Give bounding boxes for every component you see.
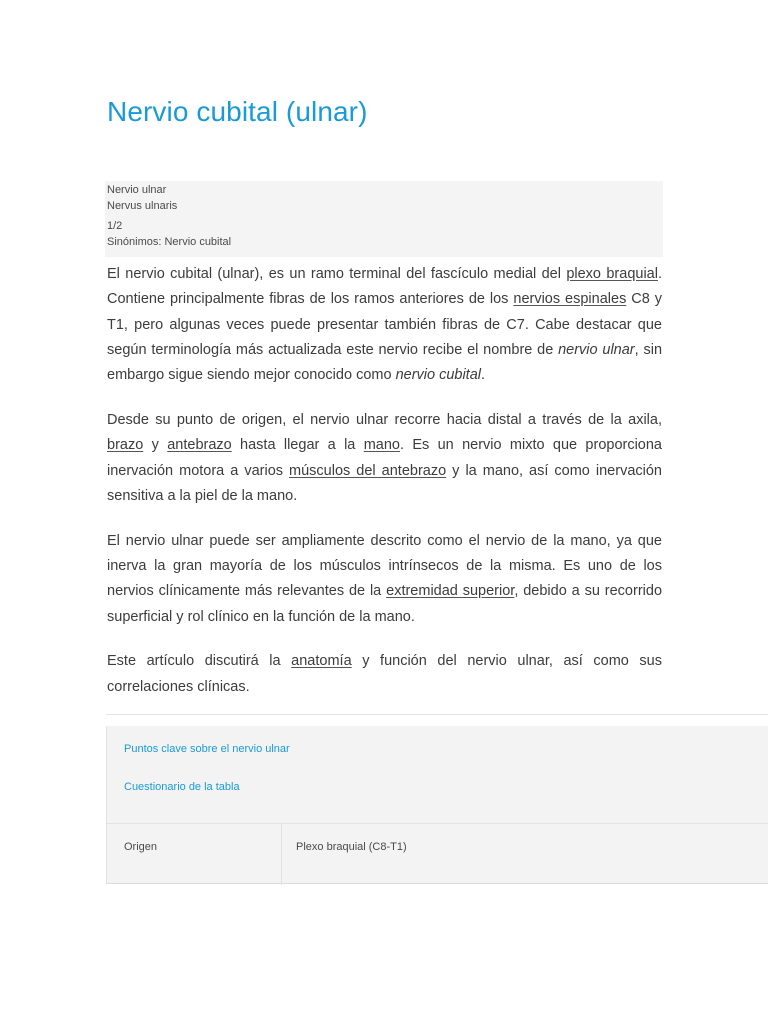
text: . Es un nervio mixto que proporciona inervación motora a varios [107,437,663,479]
image-counter: 1/2 [107,220,123,232]
infobox-name-spanish: Nervio ulnar [107,184,167,196]
link-brazo[interactable]: brazo [107,437,144,454]
text: , sin embargo sigue siendo mejor conocido como [107,341,663,384]
text: , debido a su recorrido superficial y rol clínico en la función de la mano. [107,583,663,625]
emphasis-nervio-ulnar: nervio ulnar [558,341,635,358]
infobox-synonyms: Sinónimos: Nervio cubital [107,236,232,248]
paragraph-relevance [107,529,662,630]
text: El nervio cubital (ulnar), es un ramo terminal del fascículo medial del [107,266,567,282]
paragraph-course [107,408,662,509]
paragraph-scope [107,649,662,700]
infobox [105,181,663,257]
text: . Contiene principalmente fibras de los ramos anteriores de los [107,266,662,308]
table-cell-value: Plexo braquial (C8-T1) [296,841,407,853]
key-points-box [106,726,768,884]
table-cell-label: Origen [124,841,158,853]
text: y [143,437,168,454]
text: Este artículo discutirá la [107,653,292,670]
text: . [481,367,486,384]
quiz-link[interactable]: Cuestionario de la tabla [124,781,240,793]
text: y la mano, así como inervación sensitiva a la piel de la mano. [107,462,662,504]
link-plexo-braquial[interactable]: plexo braquial [566,266,658,282]
article-body [107,262,662,719]
link-antebrazo[interactable]: antebrazo [167,437,232,454]
key-points-link[interactable]: Puntos clave sobre el nervio ulnar [124,743,290,755]
table-divider [281,824,282,885]
link-extremidad-superior[interactable]: extremidad superior [386,583,515,600]
link-mano[interactable]: mano [363,437,400,454]
infobox-name-latin: Nervus ulnaris [107,200,178,212]
table-row [107,823,768,885]
paragraph-intro [107,262,662,388]
link-anatomia[interactable]: anatomía [291,653,352,670]
text: Desde su punto de origen, el nervio ulnar recorre hacia distal a través de la axila, [107,411,662,428]
text: C8 y T1, pero algunas veces puede presentar también fibras de C7. Cabe destacar que según terminología más actualizada este nervio recibe el nombre de [107,291,662,358]
text: hasta llegar a la [231,437,364,454]
page-title: Nervio cubital (ulnar) [107,96,368,127]
link-nervios-espinales[interactable]: nervios espinales [513,291,627,308]
emphasis-nervio-cubital: nervio cubital [395,367,481,384]
key-points-panel [106,714,768,884]
text: El nervio ulnar puede ser ampliamente descrito como el nervio de la mano, ya que inerva la gran mayoría de los músculos intrínsecos de la misma. Es uno de los nervios clínicamente más relevantes de la [107,532,662,600]
text: y función del nervio ulnar, así como sus correlaciones clínicas. [107,653,662,695]
link-musculos-del-antebrazo[interactable]: músculos del antebrazo [289,462,447,479]
